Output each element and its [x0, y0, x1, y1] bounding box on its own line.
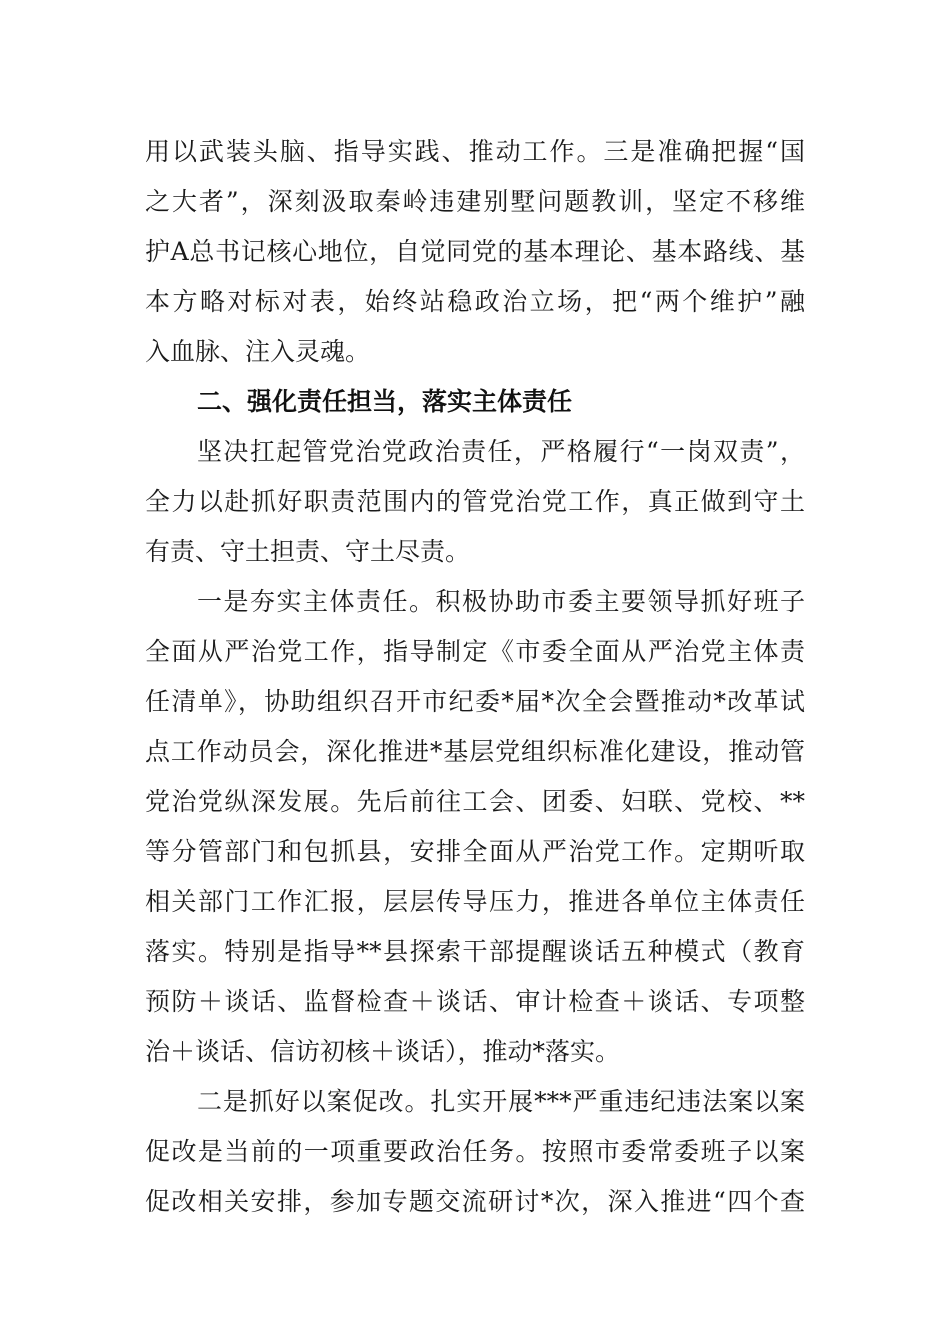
paragraph-1-line-5: 入血脉、注入灵魂。 [145, 337, 371, 366]
paragraph-3-line-3: 任清单》，协助组织召开市纪委*届*次全会暨推动*改革试 [145, 687, 805, 716]
paragraph-1-line-1: 用以武装头脑、指导实践、推动工作。三是准确把握“国 [145, 137, 805, 166]
paragraph-4-line-3: 促改相关安排，参加专题交流研讨*次，深入推进“四个查 [145, 1187, 805, 1216]
paragraph-2-line-2: 全力以赴抓好职责范围内的管党治党工作，真正做到守土 [145, 487, 805, 516]
paragraph-3-line-7: 相关部门工作汇报，层层传导压力，推进各单位主体责任 [145, 887, 805, 916]
paragraph-2-line-1: 坚决扛起管党治党政治责任，严格履行“一岗双责”， [197, 437, 805, 466]
paragraph-1-line-4: 本方略对标对表，始终站稳政治立场，把“两个维护”融 [145, 287, 805, 316]
paragraph-3-line-2: 全面从严治党工作，指导制定《市委全面从严治党主体责 [145, 637, 805, 666]
paragraph-1-line-3: 护A总书记核心地位，自觉同党的基本理论、基本路线、基 [145, 237, 805, 266]
paragraph-3-line-5: 党治党纵深发展。先后前往工会、团委、妇联、党校、** [145, 787, 805, 816]
paragraph-3-line-4: 点工作动员会，深化推进*基层党组织标准化建设，推动管 [145, 737, 805, 766]
paragraph-3-line-9: 预防＋谈话、监督检查＋谈话、审计检查＋谈话、专项整 [145, 987, 805, 1016]
paragraph-3-line-10: 治＋谈话、信访初核＋谈话），推动*落实。 [145, 1037, 621, 1066]
paragraph-4-line-1: 二是抓好以案促改。扎实开展***严重违纪违法案以案 [197, 1087, 805, 1116]
paragraph-1-line-2: 之大者”，深刻汲取秦岭违建别墅问题教训，坚定不移维 [145, 187, 805, 216]
paragraph-2-line-3: 有责、守土担责、守土尽责。 [145, 537, 471, 566]
paragraph-4-line-2: 促改是当前的一项重要政治任务。按照市委常委班子以案 [145, 1137, 805, 1166]
section-heading: 二、强化责任担当，落实主体责任 [197, 387, 573, 416]
paragraph-3-line-6: 等分管部门和包抓县，安排全面从严治党工作。定期听取 [145, 837, 805, 866]
paragraph-3-line-8: 落实。特别是指导**县探索干部提醒谈话五种模式（教育 [145, 937, 805, 966]
paragraph-3-line-1: 一是夯实主体责任。积极协助市委主要领导抓好班子 [197, 587, 805, 616]
